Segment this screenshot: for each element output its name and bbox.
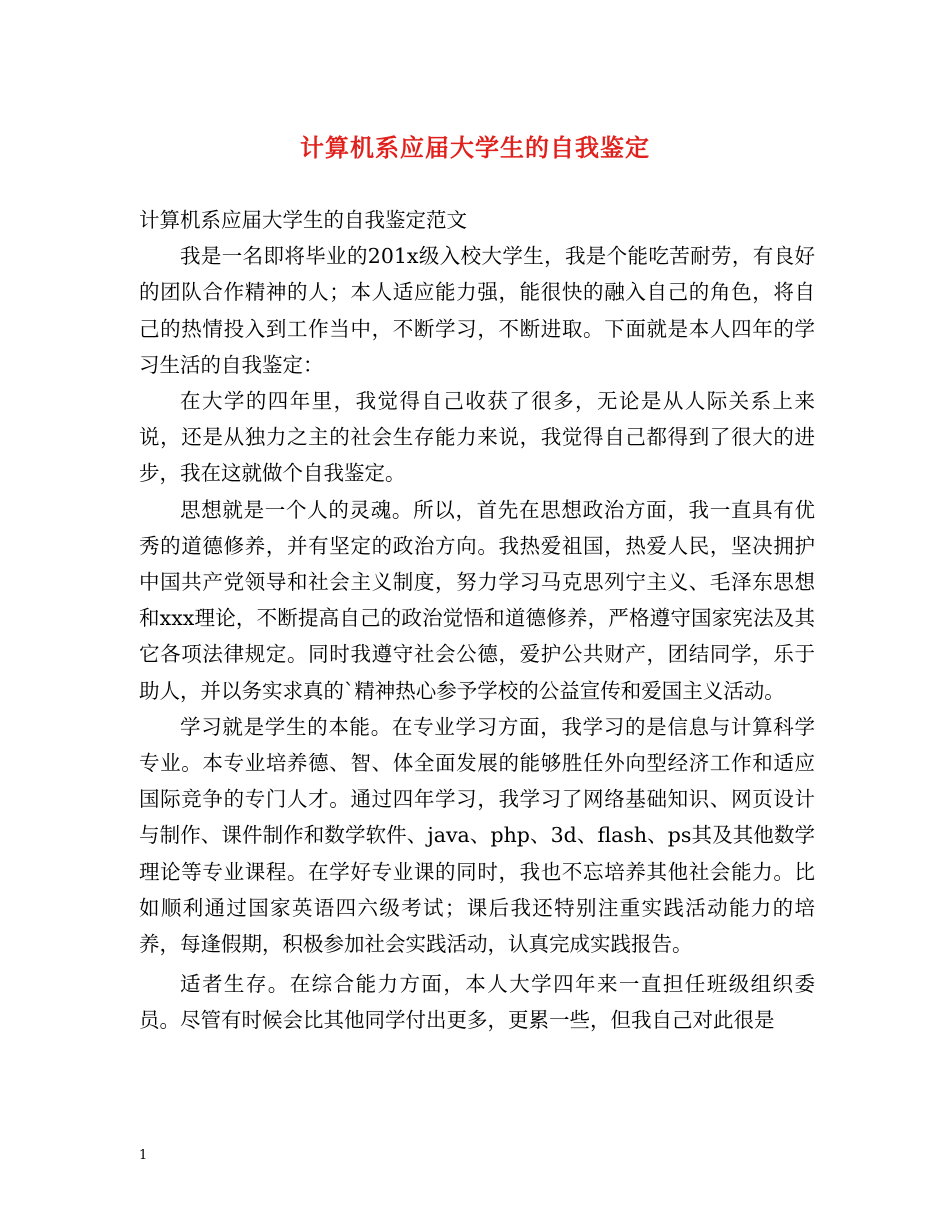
paragraph-ideology: 思想就是一个人的灵魂。所以，首先在思想政治方面，我一直具有优秀的道德修养，并有坚定的政治方向。我热爱祖国，热爱人民，坚决拥护中国共产党领导和社会主义制度，努力学习马克思列宁主义、毛泽东思想和xxx理论，不断提高自己的政治觉悟和道德修养，严格遵守国家宪法及其它各项法律规定。同时我遵守社会公德，爱护公共财产，团结同学，乐于助人，并以务实求真的`精神热心参予学校的公益宣传和爱国主义活动。 <box>139 497 815 703</box>
paragraph-intro: 我是一名即将毕业的201x级入校大学生，我是个能吃苦耐劳，有良好的团队合作精神的人；本人适应能力强，能很快的融入自己的角色，将自己的热情投入到工作当中，不断学习，不断进取。下面就是本人四年的学习生活的自我鉴定： <box>139 244 815 377</box>
page-number: 1 <box>139 1148 148 1163</box>
document-body <box>139 202 815 1039</box>
paragraph-ability: 适者生存。在综合能力方面，本人大学四年来一直担任班级组织委员。尽管有时候会比其他同学付出更多，更累一些，但我自己对此很是 <box>139 972 815 1033</box>
document-title: 计算机系应届大学生的自我鉴定 <box>300 133 650 162</box>
paragraph-overview: 在大学的四年里，我觉得自己收获了很多，无论是从人际关系上来说，还是从独力之主的社会生存能力来说，我觉得自己都得到了很大的进步，我在这就做个自我鉴定。 <box>139 389 815 486</box>
document-subtitle: 计算机系应届大学生的自我鉴定范文 <box>139 208 467 232</box>
paragraph-study: 学习就是学生的本能。在专业学习方面，我学习的是信息与计算科学专业。本专业培养德、智、体全面发展的能够胜任外向型经济工作和适应国际竞争的专门人才。通过四年学习，我学习了网络基础知识、网页设计与制作、课件制作和数学软件、java、php、3d、flash、ps其及其他数学理论等专业课程。在学好专业课的同时，我也不忘培养其他社会能力。比如顺利通过国家英语四六级考试；课后我还特别注重实践活动能力的培养，每逢假期，积极参加社会实践活动，认真完成实践报告。 <box>139 714 815 957</box>
